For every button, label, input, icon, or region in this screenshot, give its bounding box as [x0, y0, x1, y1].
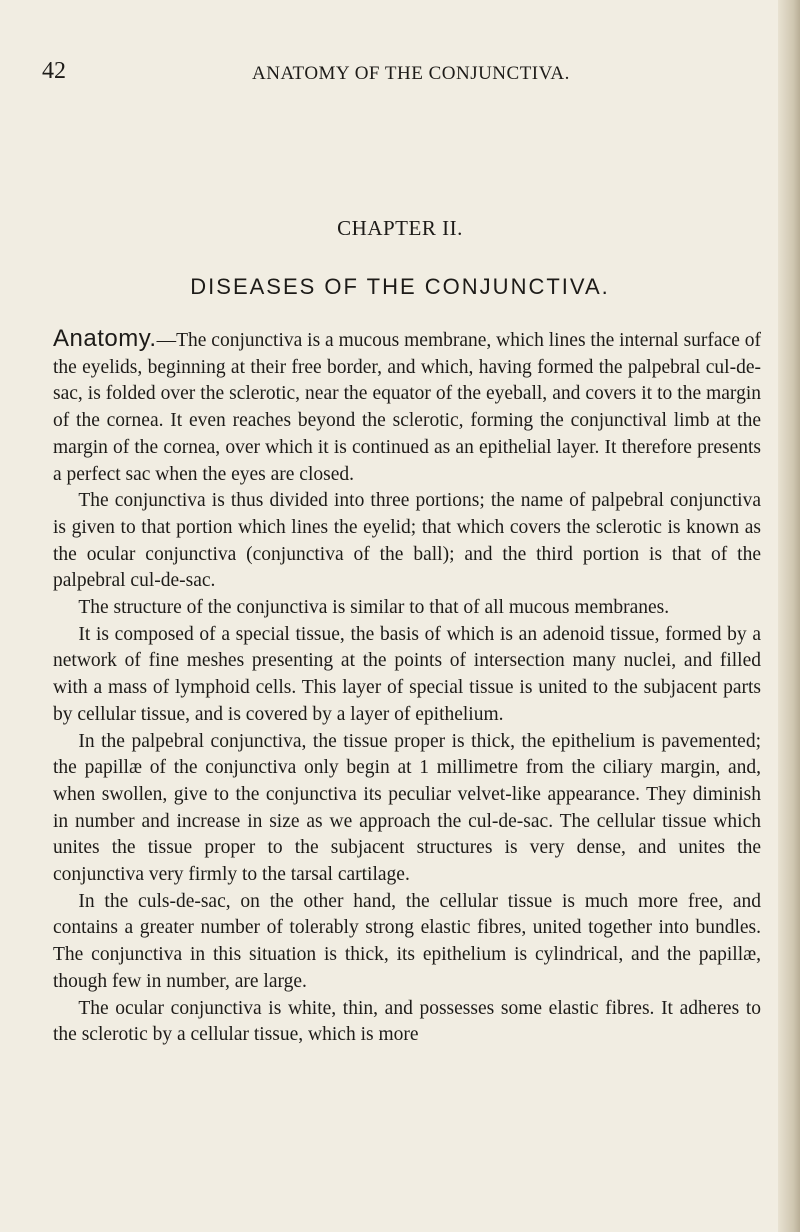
page-number: 42 — [42, 58, 66, 84]
paragraph-5: In the palpebral conjunctiva, the tissue proper is thick, the epithelium is pavemented; the papillæ of the conjunctiva only begin at 1 millimetre from the ciliary margin, and, when swollen, give to the conjunctiva its peculiar velvet-like appearance. They diminish in number and increase in size as we approach the cul-de-sac. The cellular tissue which unites the tissue proper to the subjacent structures is very dense, and unites the conjunctiva very firmly to the tarsal cartilage. — [53, 730, 761, 886]
paragraph-1-text: —The conjunctiva is a mucous membrane, which lines the internal surface of the eyelids, beginning at their free border, and which, having formed the palpebral cul-de-sac, is folded over the sclerotic, near the equator of the eyeball, and covers it to the margin of the cornea. It even reaches beyond the sclerotic, forming the conjunctival limb at the margin of the cornea, over which it is continued as an epithelial layer. It therefore presents a perfect sac when the eyes are closed. — [53, 330, 761, 485]
paragraph-6: In the culs-de-sac, on the other hand, the cellular tissue is much more free, and contains a greater number of tolerably strong elastic fibres, united together into bundles. The conjunctiva in this situation is thick, its epithelium is cylindrical, and the papillæ, though few in number, are large. — [53, 890, 761, 992]
page-edge — [778, 0, 800, 1232]
running-title: ANATOMY OF THE CONJUNCTIVA. — [252, 63, 570, 84]
paragraph-1 — [53, 326, 761, 488]
paragraph-2: The conjunctiva is thus divided into three portions; the name of palpebral conjunctiva is given to that portion which lines the eyelid; that which covers the sclerotic is known as the ocular conjunctiva (conjunctiva of the ball); and the third portion is that of the palpebral cul-de-sac. — [53, 490, 761, 592]
chapter-label: CHAPTER II. — [337, 216, 463, 240]
paragraph-3: The structure of the conjunctiva is similar to that of all mucous membranes. — [78, 597, 670, 619]
paragraph-7: The ocular conjunctiva is white, thin, and possesses some elastic fibres. It adheres to the sclerotic by a cellular tissue, which is more — [53, 997, 761, 1046]
section-title: DISEASES OF THE CONJUNCTIVA. — [190, 274, 610, 299]
body-text — [53, 326, 761, 1049]
paragraph-4: It is composed of a special tissue, the basis of which is an adenoid tissue, formed by a network of fine meshes presenting at the points of intersection many nuclei, and filled with a mass of lymphoid cells. This layer of special tissue is united to the subjacent parts by cellular tissue, and is covered by a layer of epithelium. — [53, 623, 761, 725]
lead-term: Anatomy. — [53, 325, 157, 352]
running-head — [0, 56, 800, 86]
